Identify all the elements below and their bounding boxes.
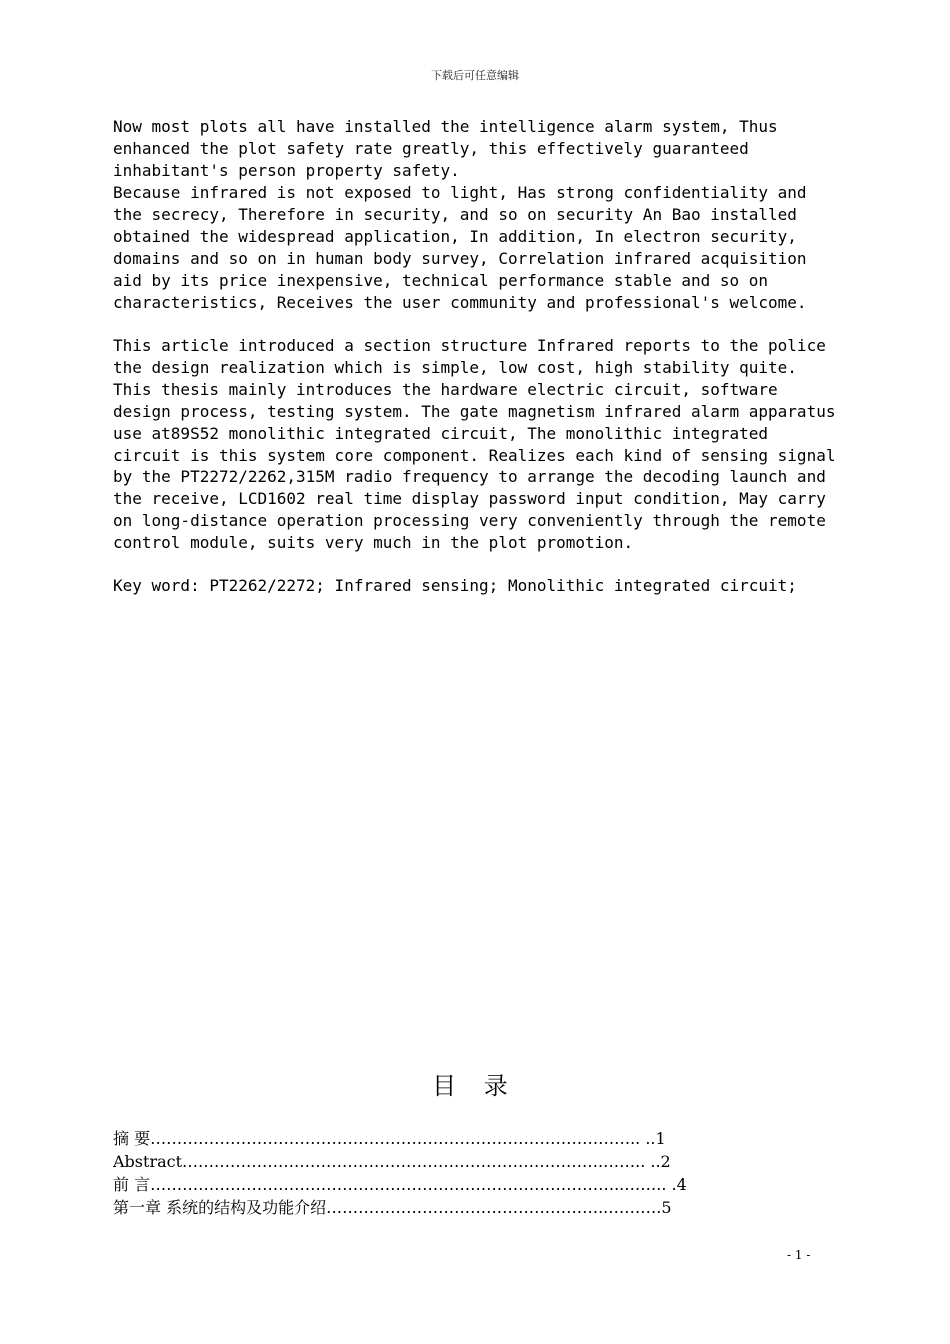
page-header: 下载后可任意编辑 — [431, 69, 519, 82]
toc-entry[interactable]: 前 言……………………………………………………………………………..…….. .4 — [113, 1175, 687, 1194]
abstract-paragraph-3: This article introduced a section structure Infrared reports to the police the design realization which is simple, low cost, high stability quite. This thesis mainly introduces the hardware electric circuit, software design process, testing system. The gate magnetism infrared alarm apparatus use at89S52 monolithic integrated circuit, The monolithic integrated circuit is this system core component. Realizes each kind of sensing signal by the PT2272/2262,315M radio frequency to arrange the decoding launch and the receive, LCD1602 real time display password input condition, May carry on long-distance operation processing very conveniently through the remote control module, suits very much in the plot promotion. — [113, 336, 836, 553]
toc-title: 目 录 — [432, 1072, 518, 1100]
toc-entry[interactable]: Abstract…………………………………………………………………….…….. ..2 — [113, 1152, 671, 1171]
table-of-contents — [113, 1127, 753, 1219]
abstract-paragraph-1: Now most plots all have installed the intelligence alarm system, Thus enhanced the plot safety rate greatly, this effectively guaranteed inhabitant's person property safety. — [113, 117, 778, 180]
keywords-line: Key word: PT2262/2272; Infrared sensing; Monolithic integrated circuit; — [113, 576, 797, 595]
abstract-paragraph-2: Because infrared is not exposed to light, Has strong confidentiality and the secrecy, Therefore in security, and so on security An Bao installed obtained the widespread application, In addition, In electron security, domains and so on in human body survey, Correlation infrared acquisition aid by its price inexpensive, technical performance stable and so on characteristics, Receives the user community and professional's welcome. — [113, 183, 807, 312]
toc-entry[interactable]: 第一章 系统的结构及功能介绍……………………………………………..……….5 — [113, 1198, 672, 1217]
page-number: - 1 - — [787, 1248, 811, 1262]
toc-entry[interactable]: 摘 要……………………………………………………………………………….. ..1 — [113, 1129, 666, 1148]
